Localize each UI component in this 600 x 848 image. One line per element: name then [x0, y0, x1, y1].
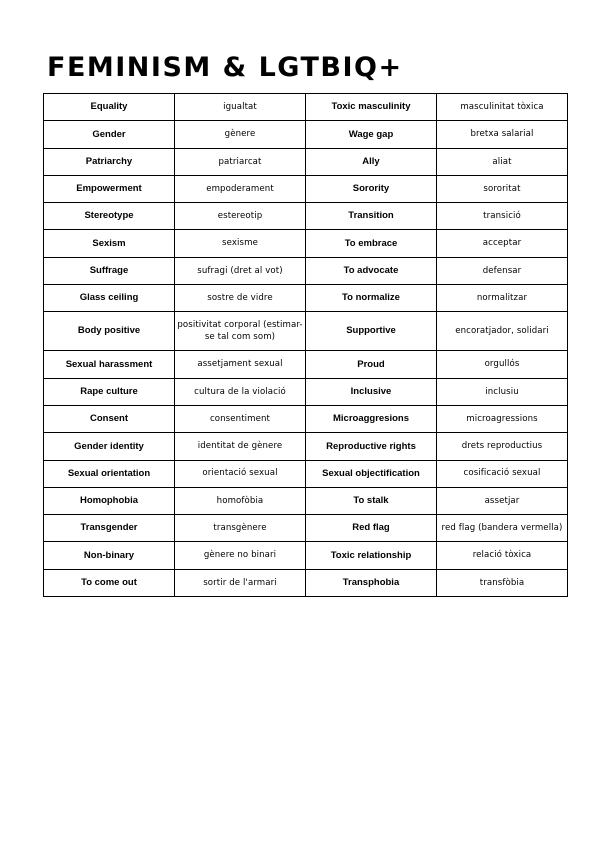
english-term: Rape culture: [44, 378, 175, 405]
english-term: Homophobia: [44, 487, 175, 514]
english-term: Stereotype: [44, 203, 175, 230]
catalan-translation: transgènere: [175, 515, 306, 542]
page-title: FEMINISM & LGTBIQ+: [47, 52, 403, 83]
catalan-translation: homofòbia: [175, 487, 306, 514]
catalan-translation: cultura de la violació: [175, 378, 306, 405]
table-row: [44, 405, 568, 432]
catalan-translation: encoratjador, solidari: [437, 312, 568, 351]
catalan-translation: orientació sexual: [175, 460, 306, 487]
table-row: [44, 487, 568, 514]
english-term: Wage gap: [306, 121, 437, 148]
english-term: Suffrage: [44, 257, 175, 284]
english-term: Transgender: [44, 515, 175, 542]
english-term: Glass ceiling: [44, 285, 175, 312]
table-row: [44, 230, 568, 257]
catalan-translation: red flag (bandera vermella): [437, 515, 568, 542]
catalan-translation: aliat: [437, 148, 568, 175]
table-row: [44, 312, 568, 351]
table-row: [44, 460, 568, 487]
english-term: Sorority: [306, 175, 437, 202]
english-term: Gender identity: [44, 433, 175, 460]
catalan-translation: assetjament sexual: [175, 351, 306, 378]
english-term: Toxic relationship: [306, 542, 437, 569]
table-row: [44, 378, 568, 405]
table-row: [44, 175, 568, 202]
english-term: To come out: [44, 569, 175, 596]
english-term: Transition: [306, 203, 437, 230]
table-row: [44, 515, 568, 542]
english-term: Patriarchy: [44, 148, 175, 175]
table-row: [44, 542, 568, 569]
table-row: [44, 94, 568, 121]
english-term: Transphobia: [306, 569, 437, 596]
english-term: Sexual harassment: [44, 351, 175, 378]
catalan-translation: orgullós: [437, 351, 568, 378]
catalan-translation: patriarcat: [175, 148, 306, 175]
catalan-translation: gènere no binari: [175, 542, 306, 569]
table-row: [44, 433, 568, 460]
english-term: To embrace: [306, 230, 437, 257]
table-row: [44, 148, 568, 175]
catalan-translation: relació tòxica: [437, 542, 568, 569]
catalan-translation: positivitat corporal (estimar-se tal com som): [175, 312, 306, 351]
catalan-translation: consentiment: [175, 405, 306, 432]
english-term: To stalk: [306, 487, 437, 514]
table-row: [44, 285, 568, 312]
table-row: [44, 569, 568, 596]
english-term: Proud: [306, 351, 437, 378]
english-term: Sexual orientation: [44, 460, 175, 487]
english-term: Consent: [44, 405, 175, 432]
catalan-translation: empoderament: [175, 175, 306, 202]
catalan-translation: inclusiu: [437, 378, 568, 405]
vocabulary-table: [43, 93, 568, 597]
catalan-translation: transfòbia: [437, 569, 568, 596]
english-term: To advocate: [306, 257, 437, 284]
catalan-translation: bretxa salarial: [437, 121, 568, 148]
table-row: [44, 203, 568, 230]
english-term: Microaggresions: [306, 405, 437, 432]
english-term: Equality: [44, 94, 175, 121]
english-term: Gender: [44, 121, 175, 148]
catalan-translation: defensar: [437, 257, 568, 284]
catalan-translation: normalitzar: [437, 285, 568, 312]
table-row: [44, 121, 568, 148]
english-term: Toxic masculinity: [306, 94, 437, 121]
catalan-translation: transició: [437, 203, 568, 230]
catalan-translation: assetjar: [437, 487, 568, 514]
catalan-translation: sortir de l'armari: [175, 569, 306, 596]
catalan-translation: sostre de vidre: [175, 285, 306, 312]
table-row: [44, 257, 568, 284]
catalan-translation: identitat de gènere: [175, 433, 306, 460]
catalan-translation: cosificació sexual: [437, 460, 568, 487]
english-term: Body positive: [44, 312, 175, 351]
english-term: Sexism: [44, 230, 175, 257]
table-row: [44, 351, 568, 378]
catalan-translation: igualtat: [175, 94, 306, 121]
english-term: To normalize: [306, 285, 437, 312]
catalan-translation: sufragi (dret al vot): [175, 257, 306, 284]
catalan-translation: gènere: [175, 121, 306, 148]
english-term: Ally: [306, 148, 437, 175]
catalan-translation: estereotip: [175, 203, 306, 230]
english-term: Sexual objectification: [306, 460, 437, 487]
english-term: Inclusive: [306, 378, 437, 405]
catalan-translation: microagressions: [437, 405, 568, 432]
catalan-translation: acceptar: [437, 230, 568, 257]
english-term: Red flag: [306, 515, 437, 542]
english-term: Empowerment: [44, 175, 175, 202]
english-term: Non-binary: [44, 542, 175, 569]
catalan-translation: sororitat: [437, 175, 568, 202]
catalan-translation: drets reproductius: [437, 433, 568, 460]
english-term: Supportive: [306, 312, 437, 351]
catalan-translation: sexisme: [175, 230, 306, 257]
catalan-translation: masculinitat tòxica: [437, 94, 568, 121]
english-term: Reproductive rights: [306, 433, 437, 460]
